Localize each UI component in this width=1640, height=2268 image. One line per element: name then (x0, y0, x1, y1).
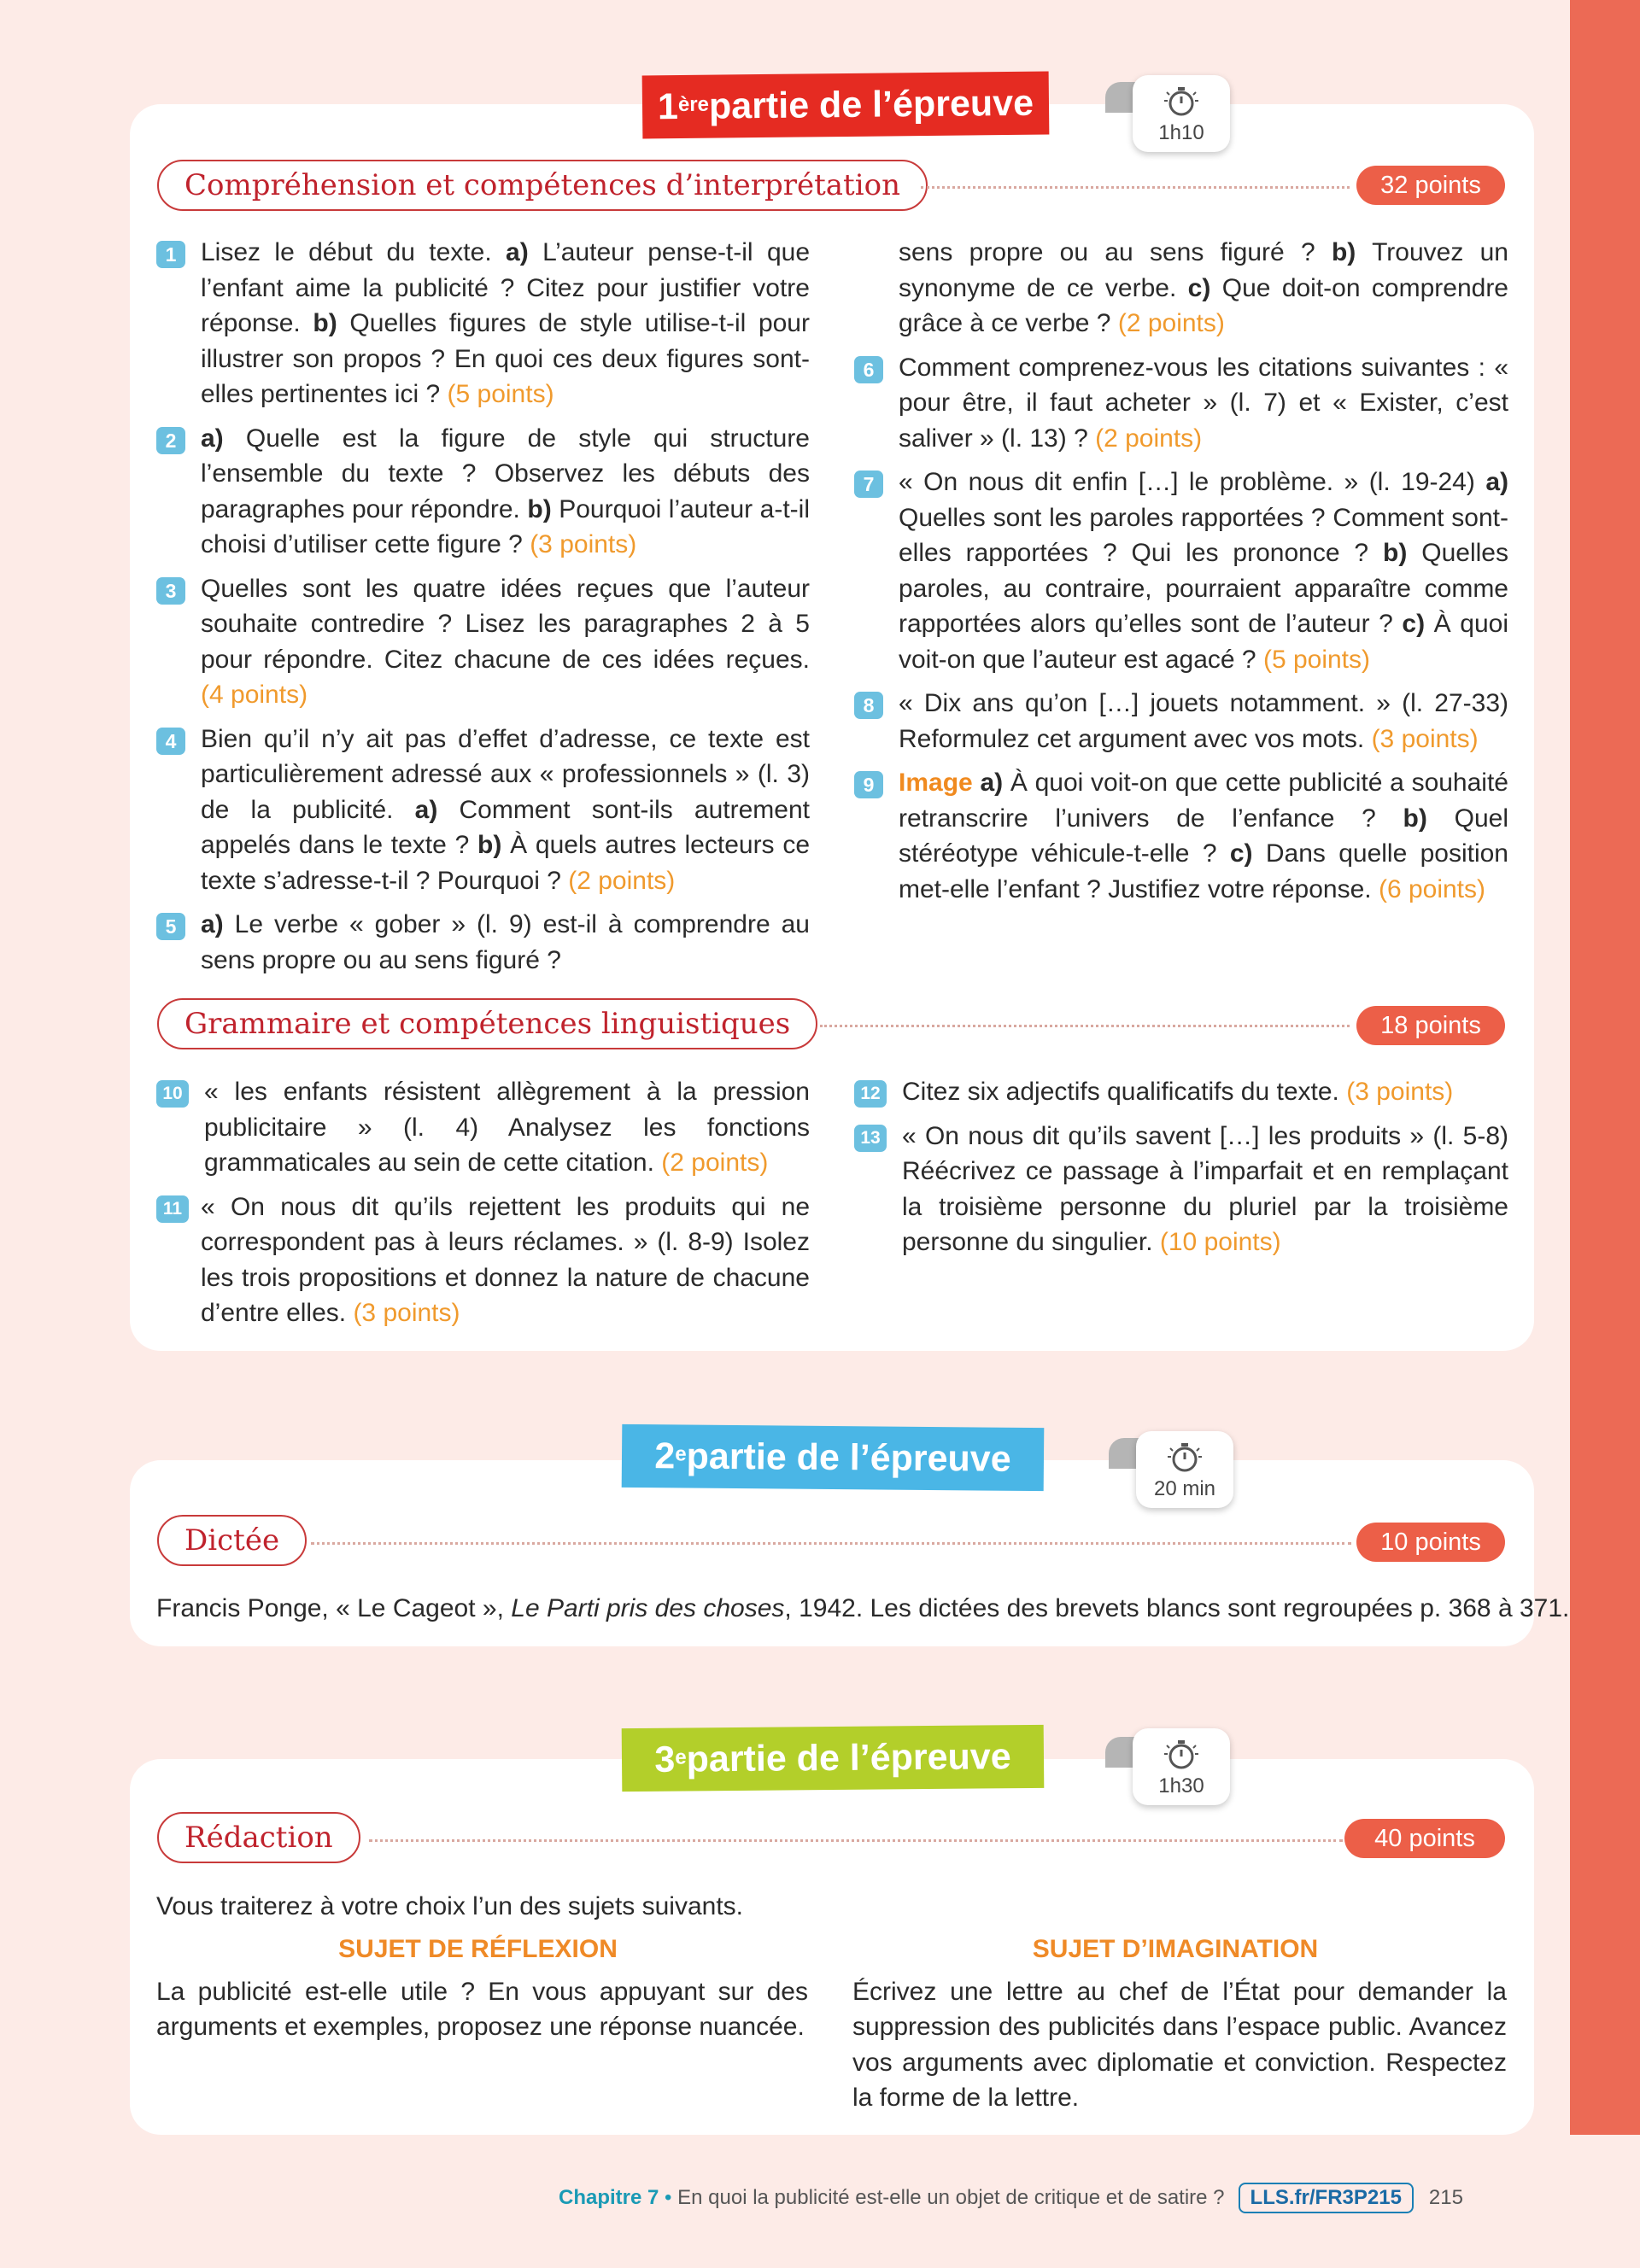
page-footer (559, 2183, 1463, 2213)
question-number: 9 (854, 771, 883, 798)
question-8: 8 « Dix ans qu’on […] jouets notamment. » (l. 27-33) Reformulez cet argument avec vos mots. (3 points) (854, 686, 1508, 757)
stopwatch-icon (1133, 82, 1230, 121)
dictation-text: Francis Ponge, « Le Cageot », Le Parti pris des choses, 1942. Les dictées des brevets blancs sont regroupées p. 368 à 371. (156, 1594, 1570, 1622)
right-column (854, 235, 1508, 915)
question-number: 11 (156, 1195, 189, 1223)
right-column-grammar (854, 1074, 1508, 1269)
question-number: 1 (156, 241, 185, 268)
question-13: 13 « On nous dit qu’ils savent […] les produits » (l. 5-8) Réécrivez ce passage à l’imparfait et en remplaçant la troisième personne du pluriel par la troisième personne du singulier. (10 points) (854, 1119, 1508, 1260)
dotted-leader (921, 186, 1350, 189)
dotted-leader (820, 1025, 1350, 1027)
part2-banner: 2 $^e$ partie de l’épreuve (622, 1424, 1045, 1491)
part1-banner: 1 $^{ère}$ partie de l’épreuve (642, 72, 1050, 139)
points-badge: 40 points (1344, 1819, 1505, 1858)
left-column (156, 235, 811, 974)
timer-label: 1h30 (1158, 1774, 1204, 1797)
subject-text: La publicité est-elle utile ? En vous appuyant sur des arguments et exemples, proposez une réponse nuancée. (156, 1977, 808, 2041)
question-10: 10 « les enfants résistent allègrement à la pression publicitaire » (l. 4) Analysez les fonctions grammaticales au sein de cette citation. (2 points) (156, 1074, 810, 1181)
chapter-label: Chapitre 7 (559, 2186, 659, 2209)
stopwatch-icon (1133, 1735, 1230, 1774)
question-number: 6 (854, 356, 883, 383)
question-9: 9 Image a) À quoi voit-on que cette publicité a souhaité retranscrire l’univers de l’enfance ? b) Quel stéréotype véhicule-t-elle ? c) Dans quelle position met-elle l’enfant ? Justifiez votre réponse. (6 points) (854, 765, 1508, 907)
part1-timer (1133, 75, 1230, 152)
section-heading: Rédaction (157, 1812, 360, 1863)
question-number: 3 (156, 577, 185, 605)
question-number: 12 (854, 1080, 887, 1108)
question-number: 13 (854, 1125, 887, 1152)
question-3: 3 Quelles sont les quatre idées reçues que l’auteur souhaite contredire ? Lisez les paragraphes 2 à 5 pour répondre. Citez chacune de ces idées reçues. (4 points) (156, 571, 810, 713)
subject-title: SUJET DE RÉFLEXION (338, 1935, 618, 1963)
question-5: 5 a) Le verbe « gober » (l. 9) est-il à comprendre au sens propre ou au sens figuré ? (156, 907, 810, 942)
timer-label: 20 min (1153, 1477, 1216, 1500)
section-heading: Grammaire et compétences linguistiques (157, 998, 817, 1049)
subject-title: SUJET D’IMAGINATION (1032, 1935, 1319, 1963)
question-number: 2 (156, 427, 185, 454)
subject-reflexion (156, 1932, 808, 2045)
points-badge: 18 points (1356, 1006, 1505, 1045)
part2-timer (1136, 1431, 1233, 1508)
timer-tab (1105, 1737, 1136, 1768)
footer-separator: • (659, 2186, 678, 2209)
timer-tab (1105, 82, 1136, 113)
dotted-leader (311, 1542, 1351, 1545)
resource-link[interactable]: LLS.fr/FR3P215 (1239, 2183, 1414, 2213)
question-7: 7 « On nous dit enfin […] le problème. » (l. 19-24) a) Quelles sont les paroles rapportées ? Comment sont-elles rapportées ? Qui les prononce ? b) Quelles paroles, au contraire, pourraient apparaître comme rapportées alors qu’elles sont de l’auteur ? c) À quoi voit-on que l’auteur est agacé ? (5 points) (854, 465, 1508, 677)
question-12: 12 Citez six adjectifs qualificatifs du texte. (3 points) (854, 1074, 1508, 1110)
question-5-continued: sens propre ou au sens figuré ? b) Trouvez un synonyme de ce verbe. c) Que doit-on comprendre grâce à ce verbe ? (2 points) (899, 238, 1508, 337)
section-heading: Compréhension et compétences d’interprétation (157, 160, 928, 211)
question-number: 10 (156, 1080, 189, 1108)
part3-banner: 3 $^e$ partie de l’épreuve (622, 1725, 1045, 1792)
subject-text: Écrivez une lettre au chef de l’État pour demander la suppression des publicités dans l’espace public. Avancez vos arguments avec diplomatie et conviction. Respectez la forme de la lettre. (852, 1977, 1507, 2112)
points-badge: 10 points (1356, 1523, 1505, 1562)
chapter-title: En quoi la publicité est-elle un objet de critique et de satire ? (677, 2186, 1225, 2209)
question-number: 4 (156, 728, 185, 755)
question-6: 6 Comment comprenez-vous les citations suivantes : « pour être, il faut acheter » (l. 7) et « Exister, c’est saliver » (l. 13) ? (2 points) (854, 350, 1508, 457)
redaction-intro: Vous traiterez à votre choix l’un des sujets suivants. (156, 1892, 744, 1920)
points-badge: 32 points (1356, 166, 1505, 205)
section-heading: Dictée (157, 1515, 307, 1566)
part3-timer (1133, 1728, 1230, 1805)
timer-label: 1h10 (1158, 121, 1204, 144)
side-color-band (1570, 0, 1640, 2135)
timer-tab (1109, 1438, 1139, 1469)
page-number: 215 (1428, 2186, 1463, 2209)
question-number: 8 (854, 692, 883, 719)
left-column-grammar (156, 1074, 810, 1340)
question-number: 5 (156, 913, 185, 940)
question-4: 4 Bien qu’il n’y ait pas d’effet d’adresse, ce texte est particulièrement adressé aux « professionnels » (l. 3) de la publicité. a) Comment sont-ils autrement appelés dans le texte ? b) À quels autres lecteurs ce texte s’adresse-t-il ? Pourquoi ? (2 points) (156, 722, 810, 899)
stopwatch-icon (1136, 1438, 1233, 1477)
question-11: 11 « On nous dit qu’ils rejettent les produits qui ne correspondent pas à leurs réclames. » (l. 8-9) Isolez les trois propositions et donnez la nature de chacune d’entre elles. (3 points) (156, 1190, 810, 1331)
dotted-leader (369, 1839, 1343, 1842)
question-number: 7 (854, 471, 883, 498)
subject-imagination (852, 1932, 1507, 2116)
question-1: 1 Lisez le début du texte. a) L’auteur pense-t-il que l’enfant aime la publicité ? Citez pour justifier votre réponse. b) Quelles figures de style utilise-t-il pour illustrer son propos ? En quoi ces deux figures sont-elles pertinentes ici ? (5 points) (156, 235, 810, 412)
question-2: 2 a) Quelle est la figure de style qui structure l’ensemble du texte ? Observez les débuts des paragraphes pour répondre. b) Pourquoi l’auteur a-t-il choisi d’utiliser cette figure ? (3 points) (156, 421, 810, 563)
